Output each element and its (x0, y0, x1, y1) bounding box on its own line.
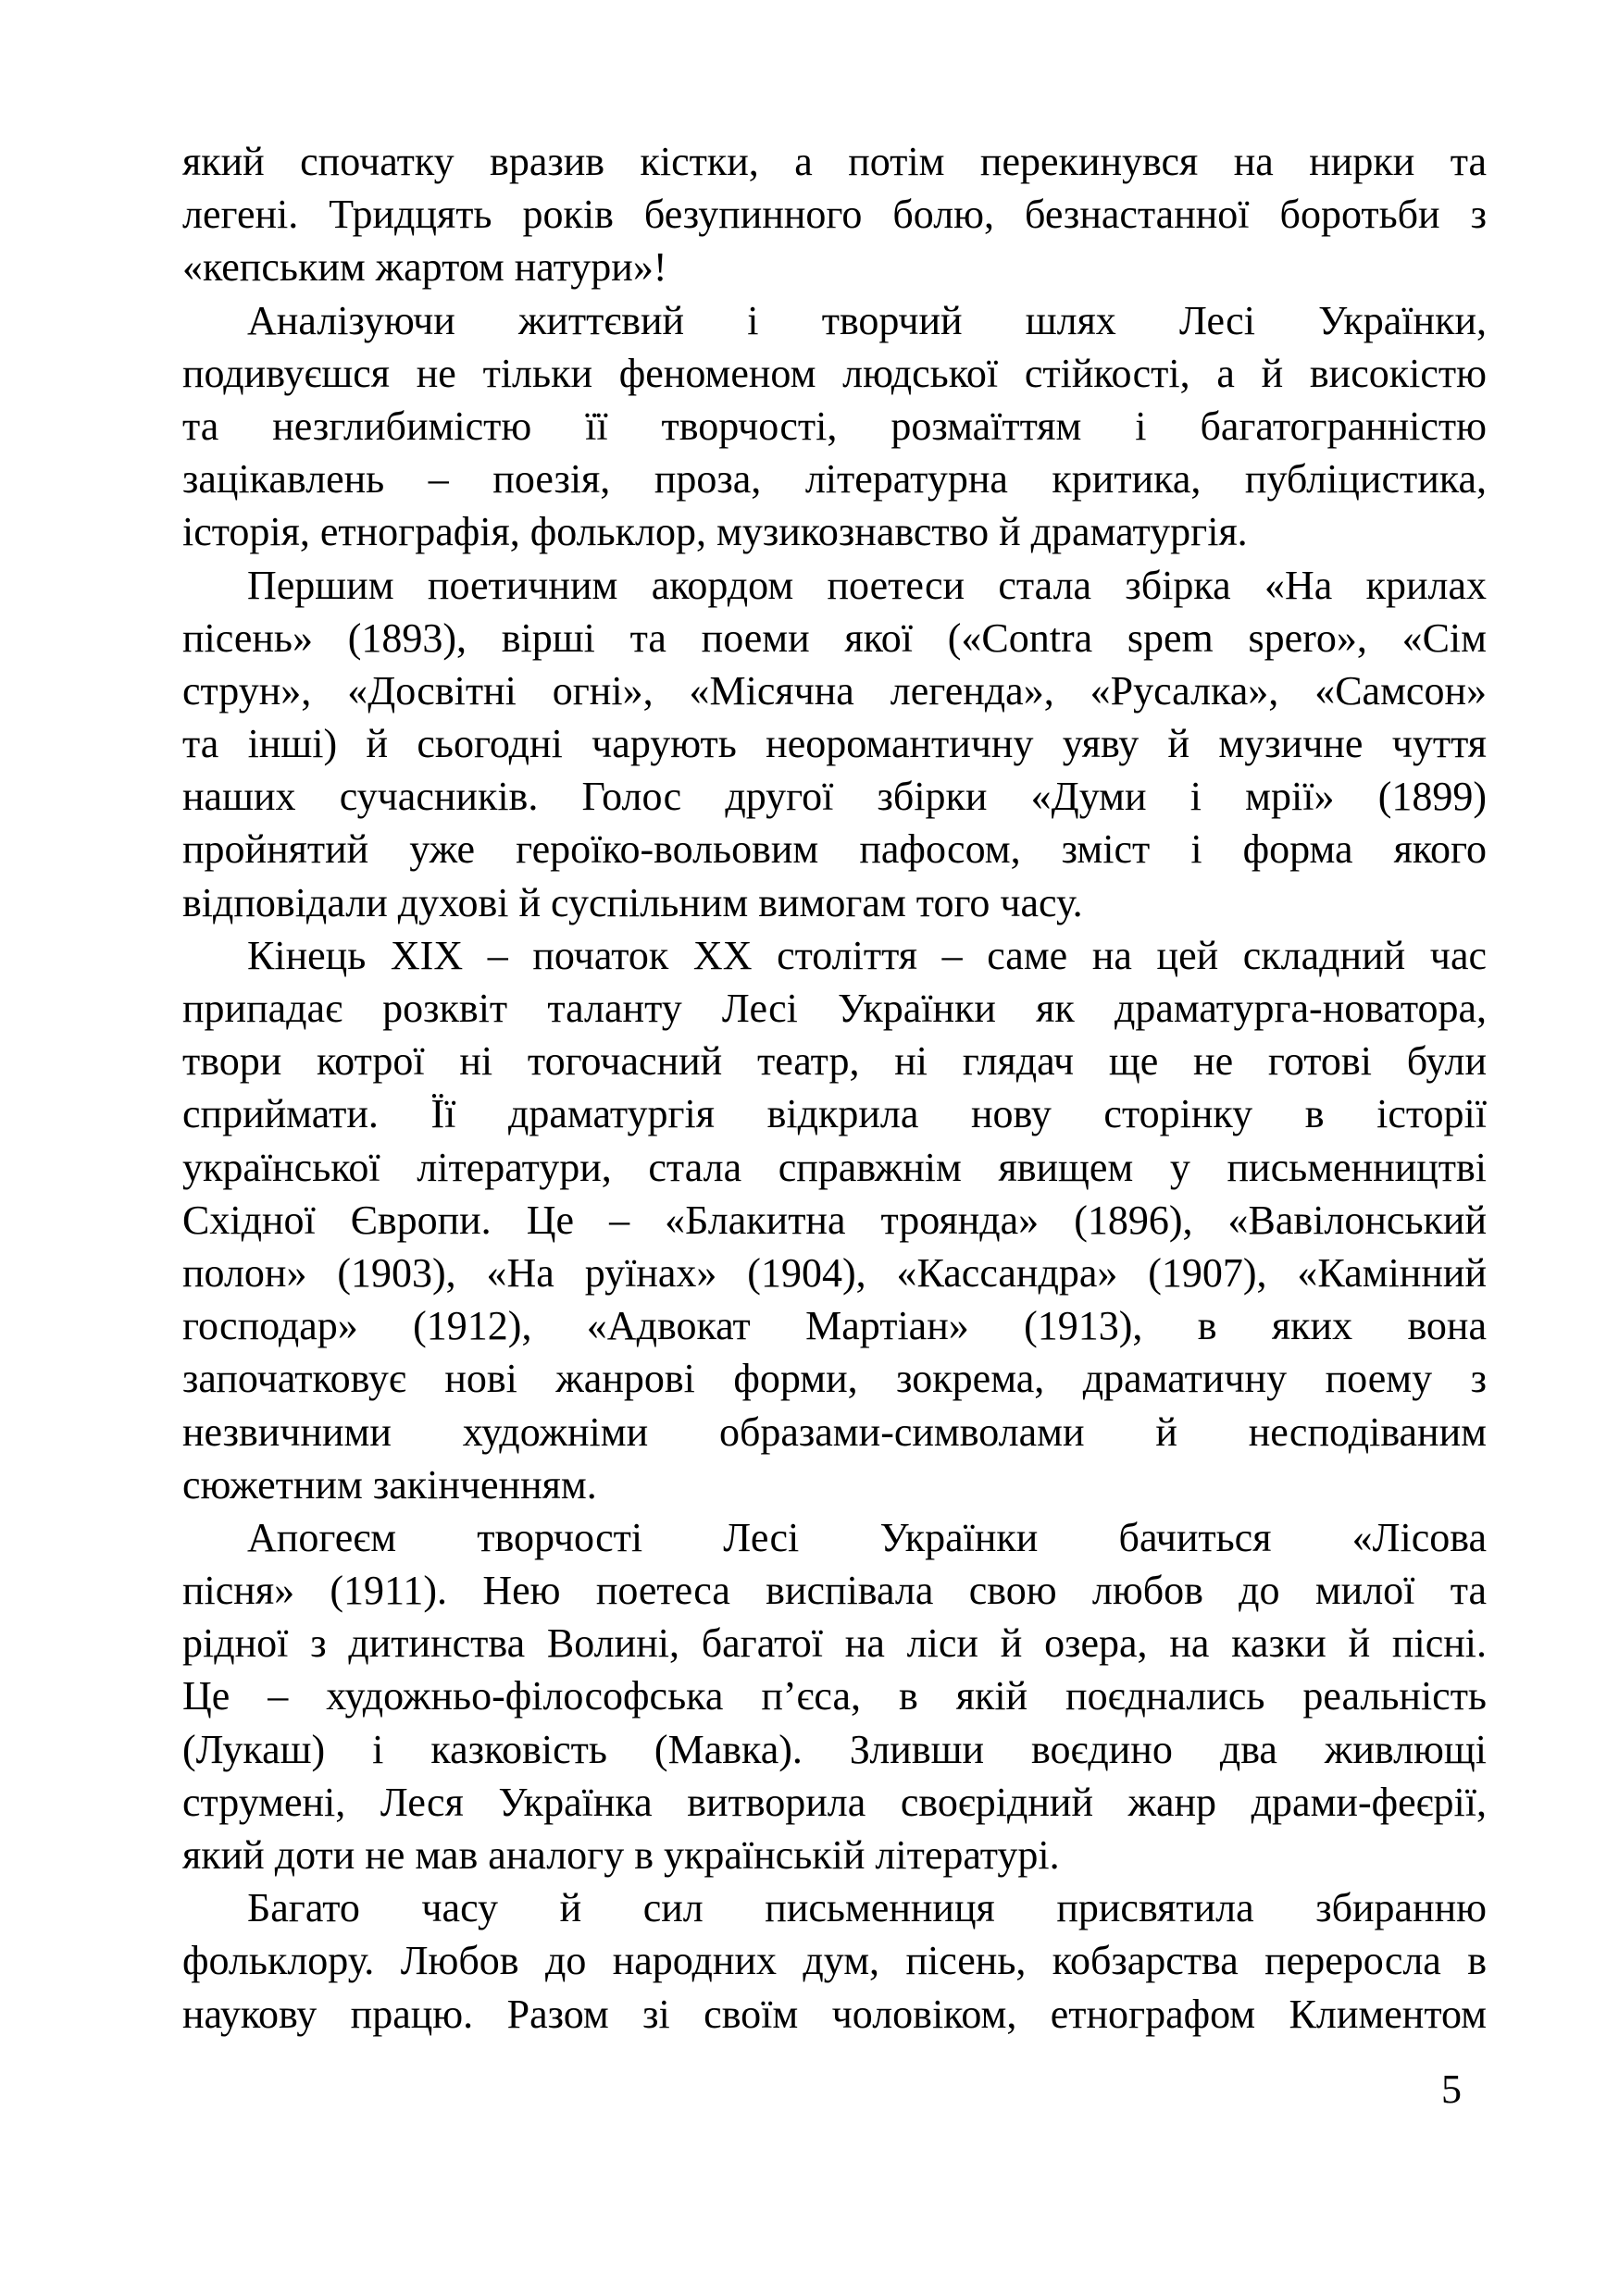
document-body (182, 135, 1487, 2041)
text-line: пісня» (1911). Нею поетеса виспівала свою любов до милої та (182, 1568, 1487, 1614)
page-number: 5 (1441, 2066, 1462, 2112)
text-line: твори котрої ні тогочасний театр, ні глядач ще не готові були (182, 1038, 1487, 1085)
paragraph (182, 559, 1487, 929)
text-line: Східної Європи. Це – «Блакитна троянда» (1896), «Вавілонський (182, 1197, 1487, 1243)
text-line: струмені, Леся Українка витворила своєрідний жанр драми-феєрії, (182, 1779, 1487, 1825)
text-line: який спочатку вразив кістки, а потім перекинувся на нирки та (182, 139, 1487, 184)
text-line: пісень» (1893), вірші та поеми якої («Contra spem spero», «Сім (182, 614, 1487, 661)
text-line: подивуєшся не тільки феноменом людської стійкості, а й високістю (182, 350, 1487, 396)
text-line: фольклору. Любов до народних дум, пісень, кобзарства переросла в (182, 1938, 1487, 1984)
text-line: української літератури, стала справжнім явищем у письменництві (182, 1144, 1487, 1190)
text-line: Кінець ХІХ – початок ХХ століття – саме на цей складний час (247, 932, 1487, 978)
paragraph (182, 135, 1487, 294)
text-line: Це – художньо-філософська п’єса, в якій поєднались реальність (182, 1673, 1487, 1719)
paragraph (182, 1881, 1487, 2041)
text-line: полон» (1903), «На руїнах» (1904), «Кассандра» (1907), «Камінний (182, 1249, 1487, 1296)
text-line: господар» (1912), «Адвокат Мартіан» (1913), в яких вона (182, 1303, 1487, 1349)
text-line: сприймати. Її драматургія відкрила нову сторінку в історії (182, 1091, 1487, 1137)
text-line: наших сучасників. Голос другої збірки «Думи і мрії» (1899) (182, 774, 1487, 820)
text-line: рідної з дитинства Волині, багатої на ліси й озера, на казки й пісні. (182, 1620, 1487, 1667)
text-line: зацікавлень – поезія, проза, літературна критика, публіцистика, (182, 456, 1487, 503)
text-line: відповідали духові й суспільним вимогам того часу. (182, 879, 1083, 925)
text-line: сюжетним закінченням. (182, 1461, 597, 1508)
text-line: Першим поетичним акордом поетеси стала збірка «На крилах (247, 562, 1487, 608)
text-line: струн», «Досвітні огні», «Місячна легенда», «Русалка», «Самсон» (182, 667, 1487, 714)
text-line: Аналізуючи життєвий і творчий шлях Лесі Українки, (247, 297, 1487, 343)
text-line: та інші) й сьогодні чарують неоромантичну уяву й музичне чуття (182, 721, 1487, 767)
text-line: припадає розквіт таланту Лесі Українки як драматурга-новатора, (182, 986, 1487, 1031)
text-line: незвичними художніми образами-символами й несподіваним (182, 1409, 1487, 1455)
text-line: «кепським жартом натури»! (182, 244, 667, 291)
text-line: започатковує нові жанрові форми, зокрема, драматичну поему з (182, 1356, 1487, 1402)
text-line: та незглибимістю її творчості, розмаїттям і багатогранністю (182, 403, 1487, 449)
paragraph (182, 294, 1487, 559)
text-line: наукову працю. Разом зі своїм чоловіком, етнографом Климентом (182, 1991, 1487, 2037)
paragraph (182, 929, 1487, 1511)
text-line: Апогеєм творчості Лесі Українки бачиться «Лісова (247, 1514, 1487, 1560)
text-line: легені. Тридцять років безупинного болю, безнастанної боротьби з (182, 192, 1487, 238)
text-line: пройнятий уже героїко-вольовим пафосом, зміст і форма якого (182, 826, 1487, 873)
text-line: Багато часу й сил письменниця присвятила збиранню (247, 1885, 1487, 1931)
paragraph (182, 1511, 1487, 1881)
text-line: який доти не мав аналогу в українській літературі. (182, 1832, 1060, 1878)
text-line: (Лукаш) і казковість (Мавка). Зливши воєдино два живлющі (182, 1726, 1487, 1772)
text-line: історія, етнографія, фольклор, музикознавство й драматургія. (182, 509, 1248, 555)
